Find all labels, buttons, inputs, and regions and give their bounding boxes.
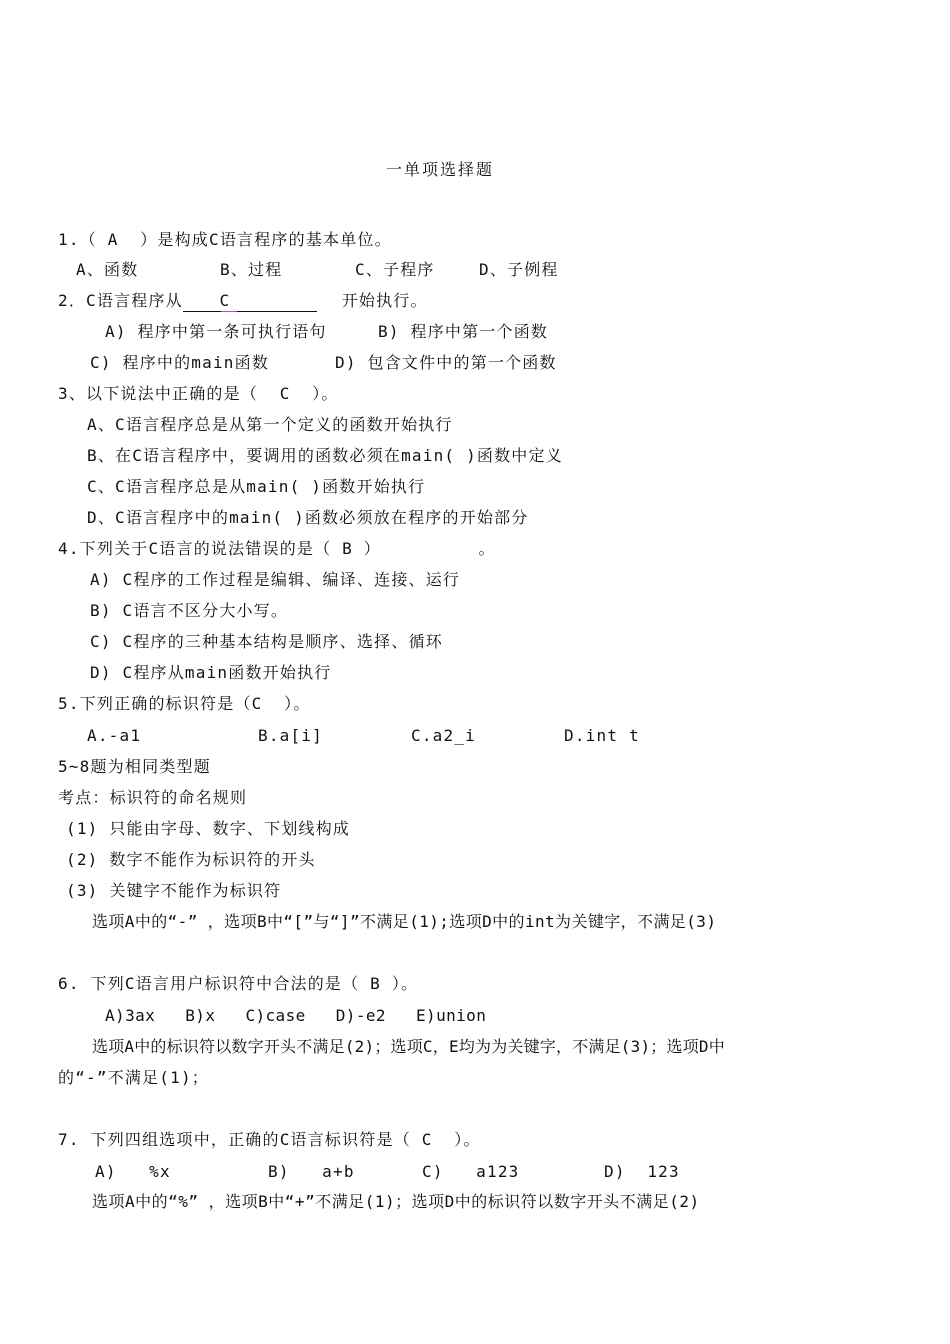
key-point: 考点：标识符的命名规则 (58, 788, 248, 807)
q2-stem-before: 2．C语言程序从 (58, 291, 183, 310)
rule-2: (2) 数字不能作为标识符的开头 (66, 850, 316, 869)
q7-option-b: B) a+b (268, 1162, 355, 1181)
q1-option-b: B、过程 (220, 260, 283, 279)
q4-option-c: C) C程序的三种基本结构是顺序、选择、循环 (90, 632, 443, 651)
q2-underline-mark (221, 311, 237, 312)
q5-option-a: A.-a1 (87, 726, 142, 745)
q7-explanation: 选项A中的“%” ，选项B中“+”不满足(1)；选项D中的标识符以数字开头不满足(2) (92, 1192, 700, 1211)
q2-answer-blank (183, 291, 317, 312)
q2-option-a: A) 程序中第一条可执行语句 (105, 322, 327, 341)
q7-option-c: C) a123 (422, 1162, 520, 1181)
q5-stem: 5.下列正确的标识符是（C ）。 (58, 694, 311, 713)
q5-explanation: 选项A中的“-” ，选项B中“[”与“]”不满足(1);选项D中的int为关键字，不满足(3) (92, 912, 717, 931)
q4-option-a: A) C程序的工作过程是编辑、编译、连接、运行 (90, 570, 461, 589)
q4-stem: 4.下列关于C语言的说法错误的是（ B ） 。 (58, 539, 496, 558)
q2-option-d: D) 包含文件中的第一个函数 (335, 353, 557, 372)
q6-explanation-line2: 的“-”不满足(1)； (58, 1068, 209, 1087)
q7-option-a: A) %x (95, 1162, 171, 1181)
rule-1: (1) 只能由字母、数字、下划线构成 (66, 819, 351, 838)
page-title: 一单项选择题 (386, 160, 495, 179)
q5-option-b: B.a[i] (258, 726, 323, 745)
q7-stem: 7. 下列四组选项中，正确的C语言标识符是（ C ）。 (58, 1130, 481, 1149)
q3-option-d: D、C语言程序中的main( )函数必须放在程序的开始部分 (87, 508, 529, 527)
q6-explanation-line1: 选项A中的标识符以数字开头不满足(2)；选项C，E均为为关键字，不满足(3)；选项D中 (92, 1037, 725, 1056)
q3-stem: 3、以下说法中正确的是（ C ）。 (58, 384, 339, 403)
q1-option-d: D、子例程 (479, 260, 559, 279)
q1-option-a: A、函数 (76, 260, 139, 279)
group-note: 5~8题为相同类型题 (58, 757, 211, 776)
q2-option-c: C) 程序中的main函数 (90, 353, 270, 372)
q2-answer: C (219, 291, 231, 310)
q1-option-c: C、子程序 (355, 260, 435, 279)
q3-option-b: B、在C语言程序中，要调用的函数必须在main( )函数中定义 (87, 446, 563, 465)
q6-stem: 6. 下列C语言用户标识符中合法的是（ B ）。 (58, 974, 419, 993)
q1-stem: 1.（ A ）是构成C语言程序的基本单位。 (58, 230, 392, 249)
q3-option-a: A、C语言程序总是从第一个定义的函数开始执行 (87, 415, 453, 434)
q4-option-b: B) C语言不区分大小写。 (90, 601, 289, 620)
q3-option-c: C、C语言程序总是从main( )函数开始执行 (87, 477, 426, 496)
rule-3: (3) 关键字不能作为标识符 (66, 881, 282, 900)
q6-options: A)3ax B)x C)case D)-e2 E)union (105, 1006, 487, 1025)
q2-option-b: B) 程序中第一个函数 (378, 322, 549, 341)
q7-option-d: D) 123 (604, 1162, 680, 1181)
q5-option-d: D.int t (564, 726, 640, 745)
q4-option-d: D) C程序从main函数开始执行 (90, 663, 332, 682)
q5-option-c: C.a2_i (411, 726, 476, 745)
q2-stem-after: 开始执行。 (330, 291, 428, 310)
q2-stem (58, 291, 428, 312)
